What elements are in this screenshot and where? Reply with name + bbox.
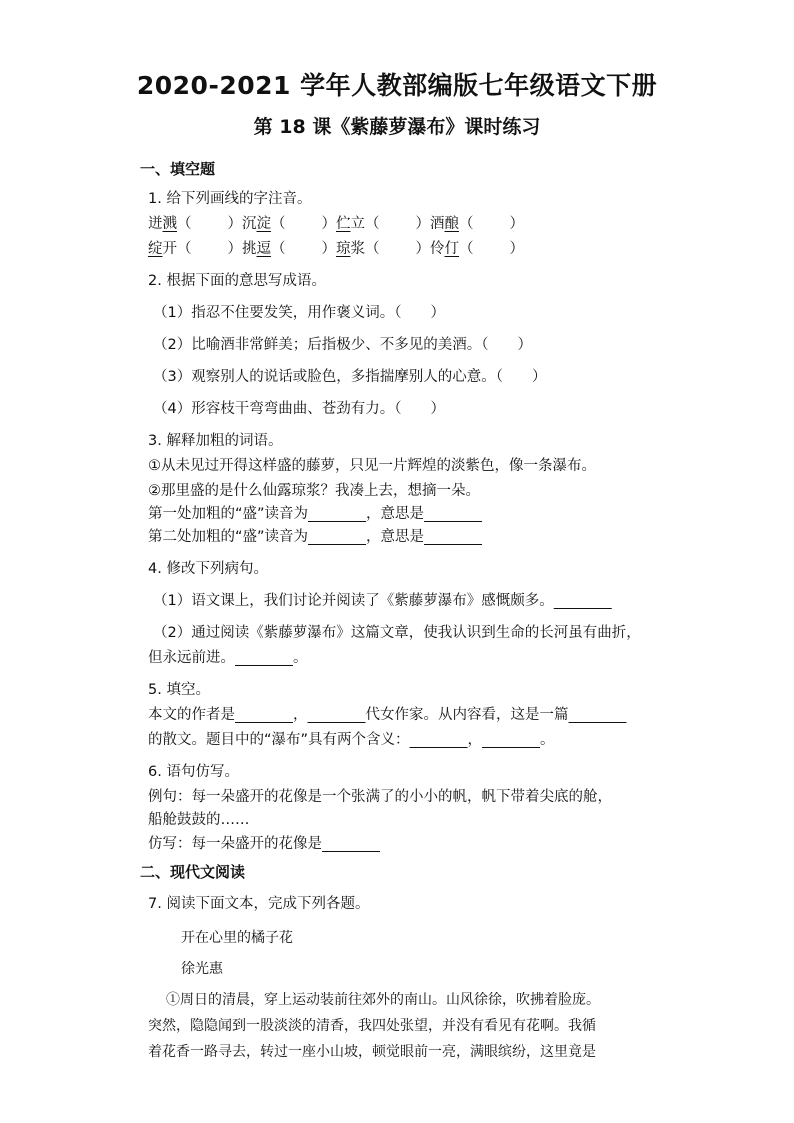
q6-example-2: 船舱鼓鼓的…… <box>148 812 250 828</box>
essay-paragraph-line-1: ①周日的清晨，穿上运动装前往郊外的南山。山风徐徐，吹拂着脸庞。 <box>166 992 600 1008</box>
q5-line-2: 的散文。题目中的“瀑布”具有两个含义： ， 。 <box>148 732 555 748</box>
essay-paragraph-line-2: 突然，隐隐闻到一股淡淡的清香，我四处张望，并没有看见有花啊。我循 <box>148 1018 596 1034</box>
q3-answer-line-1: 第一处加粗的“盛”读音为 ，意思是 <box>148 504 482 524</box>
blank[interactable] <box>554 593 612 609</box>
q6-example-1: 例句：每一朵盛开的花像是一个张满了的小小的帆，帆下带着尖底的舱， <box>148 789 612 805</box>
blank[interactable] <box>424 506 482 522</box>
q5-stem: 5. 填空。 <box>148 682 210 698</box>
q2-stem: 2. 根据下面的意思写成语。 <box>148 273 326 289</box>
q3-sentence-1: ①从未见过开得这样盛的藤萝，只见一片辉煌的淡紫色，像一条瀑布。 <box>148 458 596 474</box>
q4-stem: 4. 修改下列病句。 <box>148 561 268 577</box>
q5-line-1: 本文的作者是 ， 代女作家。从内容看，这是一篇 <box>148 705 627 725</box>
q6-stem: 6. 语句仿写。 <box>148 764 239 780</box>
blank[interactable] <box>235 707 293 723</box>
q4-item-2-cont: 但永远前进。 。 <box>148 650 308 666</box>
q3-stem: 3. 解释加粗的词语。 <box>148 433 283 449</box>
q1-row-2: 绽开（ ）挑逗（ ）琼浆（ ）伶仃（ ） <box>148 241 524 257</box>
q1-word: 伫立 <box>336 216 365 232</box>
q1-word: 迸溅 <box>148 216 177 232</box>
q1-stem: 1. 给下列画线的字注音。 <box>148 191 312 207</box>
q3-sentence-2: ②那里盛的是什么仙露琼浆？我凑上去，想摘一朵。 <box>148 483 480 499</box>
q1-row-1: 迸溅（ ）沉淀（ ）伫立（ ）酒酿（ ） <box>148 216 524 232</box>
q1-word: 沉淀 <box>242 216 271 232</box>
q4-item-1: （1）语文课上，我们讨论并阅读了《紫藤萝瀑布》感慨颇多。 <box>153 591 612 611</box>
blank[interactable] <box>308 529 366 545</box>
q1-word: 琼浆 <box>336 241 365 257</box>
q4-item-2: （2）通过阅读《紫藤萝瀑布》这篇文章，使我认识到生命的长河虽有曲折， <box>153 625 641 641</box>
q2-item-1: （1）指忍不住要发笑，用作褒义词。（ ） <box>153 305 445 321</box>
essay-title: 开在心里的橘子花 <box>181 930 293 946</box>
q1-word: 酒酿 <box>430 216 459 232</box>
q2-item-2: （2）比喻酒非常鲜美；后指极少、不多见的美酒。（ ） <box>153 337 532 353</box>
q1-word: 绽开 <box>148 241 177 257</box>
blank[interactable] <box>322 836 380 852</box>
blank[interactable] <box>308 707 366 723</box>
blank[interactable] <box>482 732 540 748</box>
q1-word: 伶仃 <box>430 241 459 257</box>
blank[interactable] <box>569 707 627 723</box>
q2-item-3: （3）观察别人的说话或脸色，多指揣摩别人的心意。（ ） <box>153 369 547 385</box>
q7-stem: 7. 阅读下面文本，完成下列各题。 <box>148 896 370 912</box>
blank[interactable] <box>235 650 293 666</box>
blank[interactable] <box>424 529 482 545</box>
essay-author: 徐光惠 <box>181 961 223 977</box>
q6-imitation: 仿写：每一朵盛开的花像是 <box>148 834 380 854</box>
q1-word: 挑逗 <box>242 241 271 257</box>
essay-paragraph-line-3: 着花香一路寻去，转过一座小山坡，顿觉眼前一亮，满眼缤纷，这里竟是 <box>148 1044 596 1060</box>
page-subtitle: 第 18 课《紫藤萝瀑布》课时练习 <box>253 116 541 138</box>
section-heading-fill-in: 一、填空题 <box>140 160 216 178</box>
page-title: 2020-2021 学年人教部编版七年级语文下册 <box>136 71 658 100</box>
q3-answer-line-2: 第二处加粗的“盛”读音为 ，意思是 <box>148 527 482 547</box>
q2-item-4: （4）形容枝干弯弯曲曲、苍劲有力。（ ） <box>153 401 445 417</box>
blank[interactable] <box>410 732 468 748</box>
section-heading-reading: 二、现代文阅读 <box>140 863 246 881</box>
blank[interactable] <box>308 506 366 522</box>
